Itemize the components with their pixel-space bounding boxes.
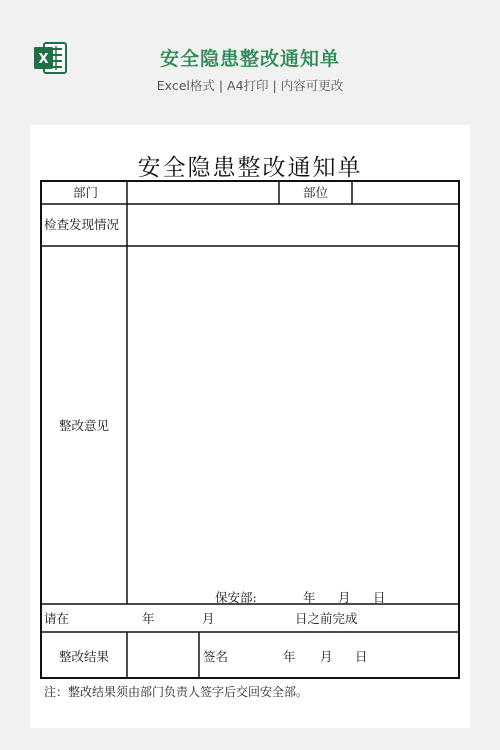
page-subtitle: Excel格式 | A4打印 | 内容可更改 <box>156 78 344 93</box>
result-year: 年 <box>283 649 296 664</box>
department-value-cell[interactable] <box>130 183 276 202</box>
deadline-month: 月 <box>202 611 215 626</box>
opinion-label: 整改意见 <box>59 418 110 433</box>
form-title: 安全隐患整改通知单 <box>137 155 363 181</box>
deadline-year: 年 <box>142 611 155 626</box>
result-label: 整改结果 <box>59 649 110 664</box>
page-title: 安全隐患整改通知单 <box>159 48 340 70</box>
result-value-cell[interactable] <box>130 635 196 675</box>
please-label: 请在 <box>44 611 70 626</box>
page-header <box>0 0 500 120</box>
document-paper <box>30 125 470 728</box>
inspection-label: 检查发现情况 <box>44 217 120 232</box>
sign-year: 年 <box>303 590 316 605</box>
opinion-value-cell[interactable] <box>130 249 456 589</box>
position-value-cell[interactable] <box>355 183 455 202</box>
security-dept-label: 保安部: <box>215 590 257 605</box>
svg-text:X: X <box>38 52 49 67</box>
sign-name-label: 签名 <box>203 649 229 664</box>
sign-day: 日 <box>373 590 386 605</box>
form-note: 注：整改结果须由部门负责人签字后交回安全部。 <box>44 685 309 699</box>
sign-month: 月 <box>338 590 351 605</box>
department-label: 部门 <box>73 185 99 200</box>
result-day: 日 <box>355 649 368 664</box>
result-month: 月 <box>320 649 333 664</box>
inspection-value-cell[interactable] <box>130 207 456 244</box>
complete-before-label: 日之前完成 <box>295 611 358 626</box>
position-label: 部位 <box>303 185 329 200</box>
